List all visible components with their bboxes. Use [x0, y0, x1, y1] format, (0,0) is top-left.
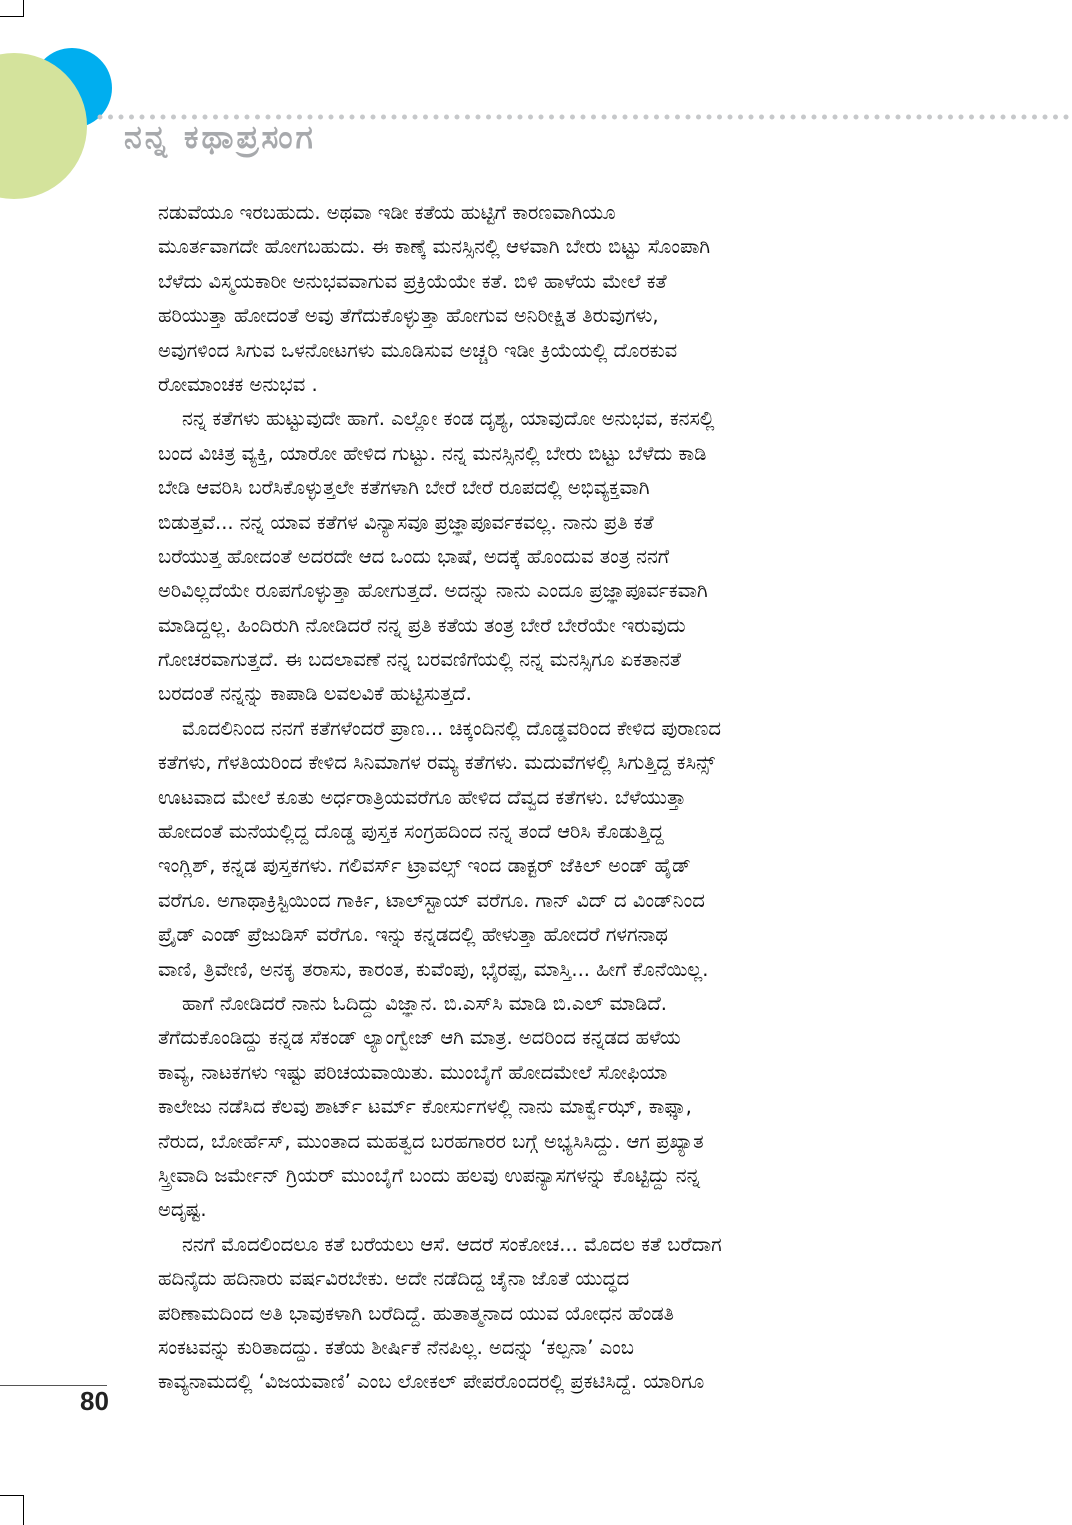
text-line: ಬೇಡಿ ಆವರಿಸಿ ಬರೆಸಿಕೊಳ್ಳುತ್ತಲೇ ಕತೆಗಳಾಗಿ ಬೇರೆ ಬೇರೆ ರೂಪದಲ್ಲಿ ಅಭಿವ್ಯಕ್ತವಾಗಿ: [158, 476, 650, 500]
text-line: ಕತೆಗಳು, ಗೆಳತಿಯರಿಂದ ಕೇಳಿದ ಸಿನಿಮಾಗಳ ರಮ್ಯ ಕತೆಗಳು. ಮದುವೆಗಳಲ್ಲಿ ಸಿಗುತ್ತಿದ್ದ ಕಸಿನ್ಸ್: [158, 751, 715, 775]
text-line: ಕಾವ್ಯ, ನಾಟಕಗಳು ಇಷ್ಟು ಪರಿಚಯವಾಯಿತು. ಮುಂಬೈಗೆ ಹೋದಮೇಲೆ ಸೋಫಿಯಾ: [158, 1060, 668, 1084]
text-line: ಪರಿಣಾಮದಿಂದ ಅತಿ ಭಾವುಕಳಾಗಿ ಬರೆದಿದ್ದೆ. ಹುತಾತ್ಮನಾದ ಯುವ ಯೋಧನ ಹೆಂಡತಿ: [158, 1301, 674, 1325]
text-line: ನನಗೆ ಮೊದಲಿಂದಲೂ ಕತೆ ಬರೆಯಲು ಆಸೆ. ಆದರೆ ಸಂಕೋಚ... ಮೊದಲ ಕತೆ ಬರೆದಾಗ: [182, 1232, 722, 1256]
body-text: [158, 196, 910, 1400]
text-line: ವಾಣಿ, ತ್ರಿವೇಣಿ, ಅನಕೃ ತರಾಸು, ಕಾರಂತ, ಕುವೆಂಪು, ಭೈರಪ್ಪ, ಮಾಸ್ತಿ... ಹೀಗೆ ಕೊನೆಯಿಲ್ಲ.: [158, 957, 709, 981]
text-line: ಬರೆಯುತ್ತ ಹೋದಂತೆ ಅದರದೇ ಆದ ಒಂದು ಭಾಷೆ, ಅದಕ್ಕೆ ಹೊಂದುವ ತಂತ್ರ ನನಗೆ: [158, 544, 670, 568]
text-line: ಊಟವಾದ ಮೇಲೆ ಕೂತು ಅರ್ಧರಾತ್ರಿಯವರೆಗೂ ಹೇಳಿದ ದೆವ್ವದ ಕತೆಗಳು. ಬೆಳೆಯುತ್ತಾ: [158, 785, 686, 809]
text-line: ಬರದಂತೆ ನನ್ನನ್ನು ಕಾಪಾಡಿ ಲವಲವಿಕೆ ಹುಟ್ಟಿಸುತ್ತದೆ.: [158, 682, 472, 706]
text-line: ಕಾಲೇಜು ನಡೆಸಿದ ಕೆಲವು ಶಾರ್ಟ್ ಟರ್ಮ್ ಕೋರ್ಸುಗಳಲ್ಲಿ ನಾನು ಮಾರ್ಕ್ವೆಝ್, ಕಾಫ್ಕಾ,: [158, 1095, 692, 1119]
text-line: ಪ್ರೈಡ್ ಎಂಡ್ ಪ್ರೆಜುಡಿಸ್ ವರೆಗೂ. ಇನ್ನು ಕನ್ನಡದಲ್ಲಿ ಹೇಳುತ್ತಾ ಹೋದರೆ ಗಳಗನಾಥ: [158, 923, 668, 947]
crop-mark-bottom-h: [0, 1495, 24, 1496]
text-line: ಹರಿಯುತ್ತಾ ಹೋದಂತೆ ಅವು ತೆಗೆದುಕೊಳ್ಳುತ್ತಾ ಹೋಗುವ ಅನಿರೀಕ್ಷಿತ ತಿರುವುಗಳು,: [158, 304, 659, 328]
text-line: ಹೋದಂತೆ ಮನೆಯಲ್ಲಿದ್ದ ದೊಡ್ಡ ಪುಸ್ತಕ ಸಂಗ್ರಹದಿಂದ ನನ್ನ ತಂದೆ ಆರಿಸಿ ಕೊಡುತ್ತಿದ್ದ: [158, 820, 664, 844]
text-line: ವರೆಗೂ. ಅಗಾಥಾಕ್ರಿಸ್ಟಿಯಿಂದ ಗಾರ್ಕಿ, ಟಾಲ್‌ಸ್ಟಾಯ್ ವರೆಗೂ. ಗಾನ್ ವಿದ್ ದ ವಿಂಡ್‌ನಿಂದ: [158, 888, 705, 912]
text-line: ನನ್ನ ಕತೆಗಳು ಹುಟ್ಟುವುದೇ ಹಾಗೆ. ಎಲ್ಲೋ ಕಂಡ ದೃಶ್ಯ, ಯಾವುದೋ ಅನುಭವ, ಕನಸಲ್ಲಿ: [182, 407, 715, 431]
text-line: ಸಂಕಟವನ್ನು ಕುರಿತಾದದ್ದು. ಕತೆಯ ಶೀರ್ಷಿಕೆ ನೆನಪಿಲ್ಲ. ಅದನ್ನು ‘ಕಲ್ಪನಾ’ ಎಂಬ: [158, 1335, 634, 1359]
text-line: ಮೊದಲಿನಿಂದ ನನಗೆ ಕತೆಗಳೆಂದರೆ ಪ್ರಾಣ... ಚಿಕ್ಕಂದಿನಲ್ಲಿ ದೊಡ್ಡವರಿಂದ ಕೇಳಿದ ಪುರಾಣದ: [182, 716, 721, 740]
text-line: ಕಾವ್ಯನಾಮದಲ್ಲಿ ‘ವಿಜಯವಾಣಿ’ ಎಂಬ ಲೋಕಲ್ ಪೇಪರೊಂದರಲ್ಲಿ ಪ್ರಕಟಿಸಿದ್ದೆ. ಯಾರಿಗೂ: [158, 1370, 705, 1394]
crop-mark-bottom-v: [23, 1495, 24, 1525]
text-line: ಗೋಚರವಾಗುತ್ತದೆ. ಈ ಬದಲಾವಣೆ ನನ್ನ ಬರವಣಿಗೆಯಲ್ಲಿ ನನ್ನ ಮನಸ್ಸಿಗೂ ಏಕತಾನತೆ: [158, 648, 682, 672]
text-line: ಸ್ತ್ರೀವಾದಿ ಜರ್ಮೇನ್ ಗ್ರಿಯರ್ ಮುಂಬೈಗೆ ಬಂದು ಹಲವು ಉಪನ್ಯಾಸಗಳನ್ನು ಕೊಟ್ಟಿದ್ದು ನನ್ನ: [158, 1163, 701, 1187]
running-title: ನನ್ನ ಕಥಾಪ್ರಸಂಗ: [124, 118, 316, 156]
text-line: ಬಂದ ವಿಚಿತ್ರ ವ್ಯಕ್ತಿ, ಯಾರೋ ಹೇಳಿದ ಗುಟ್ಟು. ನನ್ನ ಮನಸ್ಸಿನಲ್ಲಿ ಬೇರು ಬಿಟ್ಟು ಬೆಳೆದು ಕಾಡಿ: [158, 441, 707, 465]
text-line: ಇಂಗ್ಲಿಶ್, ಕನ್ನಡ ಪುಸ್ತಕಗಳು. ಗಲಿವರ್ಸ್ ಟ್ರಾವಲ್ಸ್ ಇಂದ ಡಾಕ್ಟರ್ ಜೆಕಿಲ್ ಅಂಡ್ ಹೈಡ್: [158, 854, 691, 878]
page-number: 80: [80, 1386, 109, 1416]
text-line: ಅವುಗಳಿಂದ ಸಿಗುವ ಒಳನೋಟಗಳು ಮೂಡಿಸುವ ಅಚ್ಚರಿ ಇಡೀ ಕ್ರಿಯೆಯಲ್ಲಿ ದೊರಕುವ: [158, 338, 678, 362]
text-line: ಹದಿನೈದು ಹದಿನಾರು ವರ್ಷವಿರಬೇಕು. ಅದೇ ನಡೆದಿದ್ದ ಚೈನಾ ಜೊತೆ ಯುದ್ಧದ: [158, 1267, 630, 1291]
text-line: ಹಾಗೆ ನೋಡಿದರೆ ನಾನು ಓದಿದ್ದು ವಿಜ್ಞಾನ. ಬಿ.ಎಸ್‌ಸಿ ಮಾಡಿ ಬಿ.ಎಲ್ ಮಾಡಿದೆ.: [182, 991, 667, 1015]
text-line: ಮೂರ್ತವಾಗದೇ ಹೋಗಬಹುದು. ಈ ಕಾಣ್ಕೆ ಮನಸ್ಸಿನಲ್ಲಿ ಆಳವಾಗಿ ಬೇರು ಬಿಟ್ಟು ಸೊಂಪಾಗಿ: [158, 235, 711, 259]
text-line: ಮಾಡಿದ್ದಲ್ಲ. ಹಿಂದಿರುಗಿ ನೋಡಿದರೆ ನನ್ನ ಪ್ರತಿ ಕತೆಯ ತಂತ್ರ ಬೇರೆ ಬೇರೆಯೇ ಇರುವುದು: [158, 613, 686, 637]
text-line: ತೆಗೆದುಕೊಂಡಿದ್ದು ಕನ್ನಡ ಸೆಕಂಡ್ ಲ್ಯಾಂಗ್ವೇಜ್ ಆಗಿ ಮಾತ್ರ. ಅದರಿಂದ ಕನ್ನಡದ ಹಳೆಯ: [158, 1026, 681, 1050]
text-line: ನಡುವೆಯೂ ಇರಬಹುದು. ಅಥವಾ ಇಡೀ ಕತೆಯ ಹುಟ್ಟಿಗೆ ಕಾರಣವಾಗಿಯೂ: [158, 201, 616, 224]
text-line: ನೆರುದ, ಬೋರ್ಹೆಸ್, ಮುಂತಾದ ಮಹತ್ವದ ಬರಹಗಾರರ ಬಗ್ಗೆ ಅಭ್ಯಸಿಸಿದ್ದು. ಆಗ ಪ್ರಖ್ಯಾತ: [158, 1129, 704, 1153]
text-line: ಬಿಡುತ್ತವೆ... ನನ್ನ ಯಾವ ಕತೆಗಳ ವಿನ್ಯಾಸವೂ ಪ್ರಜ್ಞಾಪೂರ್ವಕವಲ್ಲ. ನಾನು ಪ್ರತಿ ಕತೆ: [158, 510, 654, 534]
text-line: ರೋಮಾಂಚಕ ಅನುಭವ .: [158, 372, 318, 396]
text-line: ಅದೃಷ್ಟ.: [158, 1198, 207, 1222]
text-line: ಬೆಳೆದು ವಿಸ್ಮಯಕಾರೀ ಅನುಭವವಾಗುವ ಪ್ರಕ್ರಿಯೆಯೇ ಕತೆ. ಬಿಳಿ ಹಾಳೆಯ ಮೇಲೆ ಕತೆ: [158, 269, 667, 293]
header-decoration: [0, 0, 130, 210]
text-line: ಅರಿವಿಲ್ಲದೆಯೇ ರೂಪಗೊಳ್ಳುತ್ತಾ ಹೋಗುತ್ತದೆ. ಅದನ್ನು ನಾನು ಎಂದೂ ಪ್ರಜ್ಞಾಪೂರ್ವಕವಾಗಿ: [158, 579, 708, 603]
